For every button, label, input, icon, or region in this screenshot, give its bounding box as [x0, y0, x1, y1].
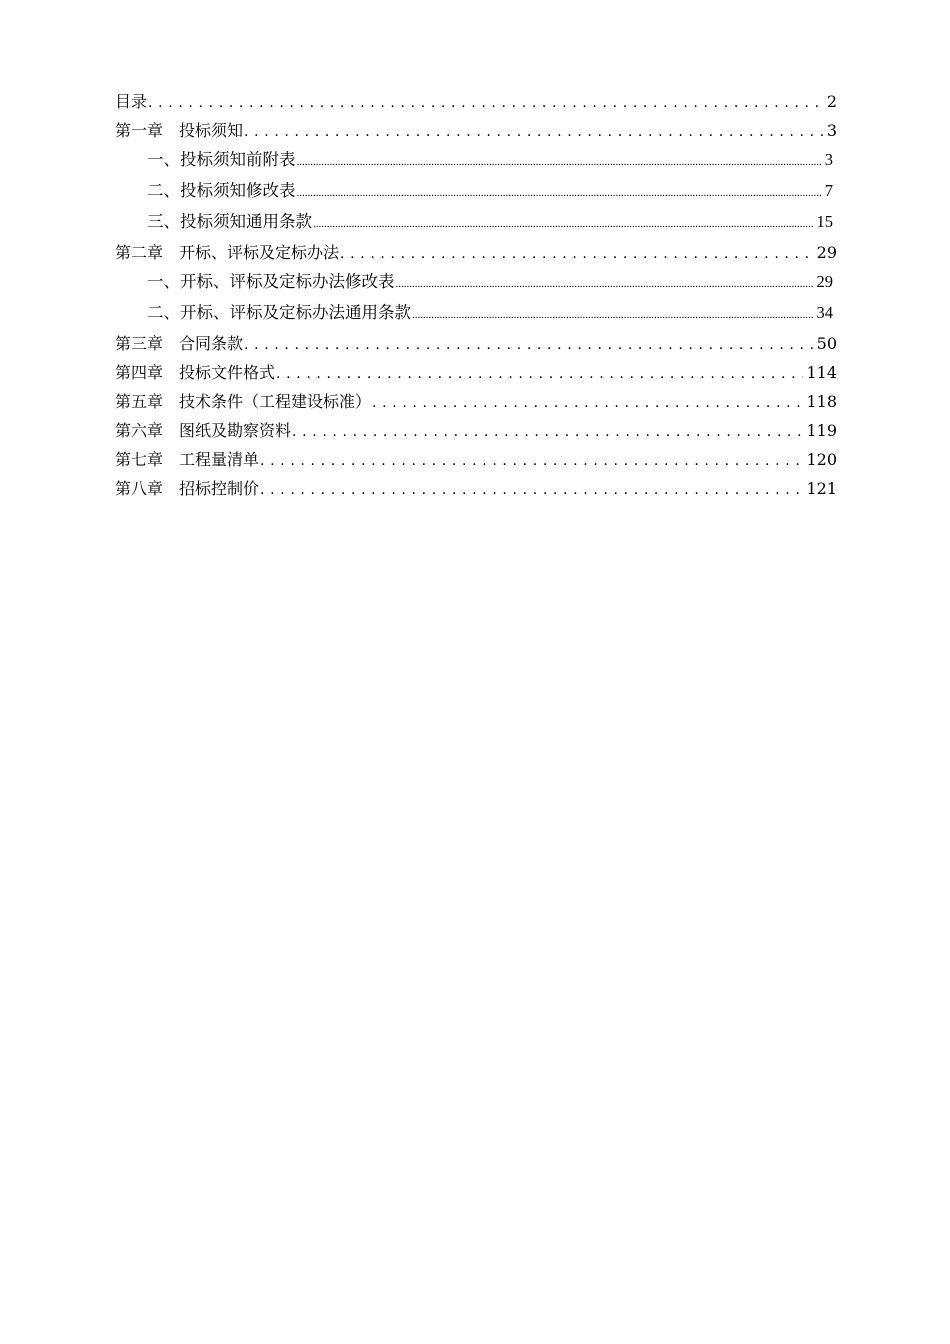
- toc-entry-title: 目录: [115, 92, 148, 111]
- toc-dot-leader: [260, 450, 803, 471]
- toc-subentry[interactable]: [115, 272, 837, 303]
- toc-entry[interactable]: [115, 334, 837, 363]
- toc-entry-page: 114: [806, 363, 837, 382]
- toc-subentry-title: 二、投标须知修改表: [147, 181, 296, 200]
- toc-subentry-page: 7: [824, 181, 833, 200]
- toc-entry-title: 第二章 开标、评标及定标办法: [115, 243, 340, 262]
- toc-entry-title: 第三章 合同条款: [115, 334, 244, 353]
- toc-dot-leader: [412, 303, 814, 325]
- toc-entry-title: 第八章 招标控制价: [115, 479, 260, 498]
- toc-entry-title: 第六章 图纸及勘察资料: [115, 421, 292, 440]
- toc-subentry-title: 三、投标须知通用条款: [147, 212, 312, 231]
- toc-subentry-title: 一、投标须知前附表: [147, 150, 296, 169]
- toc-dot-leader: [244, 334, 814, 355]
- toc-dot-leader: [260, 479, 803, 500]
- toc-entry-page: 50: [816, 334, 837, 353]
- toc-subentry-title: 二、开标、评标及定标办法通用条款: [147, 303, 411, 322]
- toc-subentry[interactable]: [115, 303, 837, 334]
- table-of-contents: [115, 92, 837, 508]
- toc-dot-leader: [340, 243, 814, 264]
- toc-entry[interactable]: [115, 421, 837, 450]
- toc-dot-leader: [244, 121, 824, 142]
- toc-subentry[interactable]: [115, 181, 837, 212]
- toc-entry-page: 119: [806, 421, 837, 440]
- toc-entry[interactable]: [115, 363, 837, 392]
- toc-entry[interactable]: [115, 450, 837, 479]
- toc-entry-page: 121: [806, 479, 837, 498]
- toc-dot-leader: [372, 392, 803, 413]
- toc-dot-leader: [276, 363, 803, 384]
- toc-entry-page: 29: [816, 243, 837, 262]
- toc-entry[interactable]: [115, 121, 837, 150]
- toc-subentry-page: 34: [816, 303, 833, 322]
- toc-entry-page: 2: [826, 92, 837, 111]
- toc-subentry-page: 29: [816, 272, 833, 291]
- toc-entry-title: 第一章 投标须知: [115, 121, 244, 140]
- toc-dot-leader: [292, 421, 803, 442]
- toc-subentry[interactable]: [115, 212, 837, 243]
- toc-dot-leader: [396, 272, 814, 294]
- toc-dot-leader: [148, 92, 824, 113]
- toc-entry-title: 第五章 技术条件（工程建设标准）: [115, 392, 372, 411]
- toc-entry-page: 118: [806, 392, 837, 411]
- toc-entry-page: 120: [806, 450, 837, 469]
- toc-entry[interactable]: [115, 92, 837, 121]
- toc-entry-title: 第四章 投标文件格式: [115, 363, 276, 382]
- toc-entry-title: 第七章 工程量清单: [115, 450, 260, 469]
- toc-entry[interactable]: [115, 243, 837, 272]
- toc-entry[interactable]: [115, 392, 837, 421]
- toc-subentry-page: 15: [816, 212, 833, 231]
- toc-entry-page: 3: [826, 121, 837, 140]
- toc-subentry-title: 一、开标、评标及定标办法修改表: [147, 272, 395, 291]
- toc-entry[interactable]: [115, 479, 837, 508]
- toc-dot-leader: [297, 150, 822, 172]
- toc-subentry[interactable]: [115, 150, 837, 181]
- toc-dot-leader: [313, 212, 814, 234]
- toc-dot-leader: [297, 181, 822, 203]
- toc-subentry-page: 3: [824, 150, 833, 169]
